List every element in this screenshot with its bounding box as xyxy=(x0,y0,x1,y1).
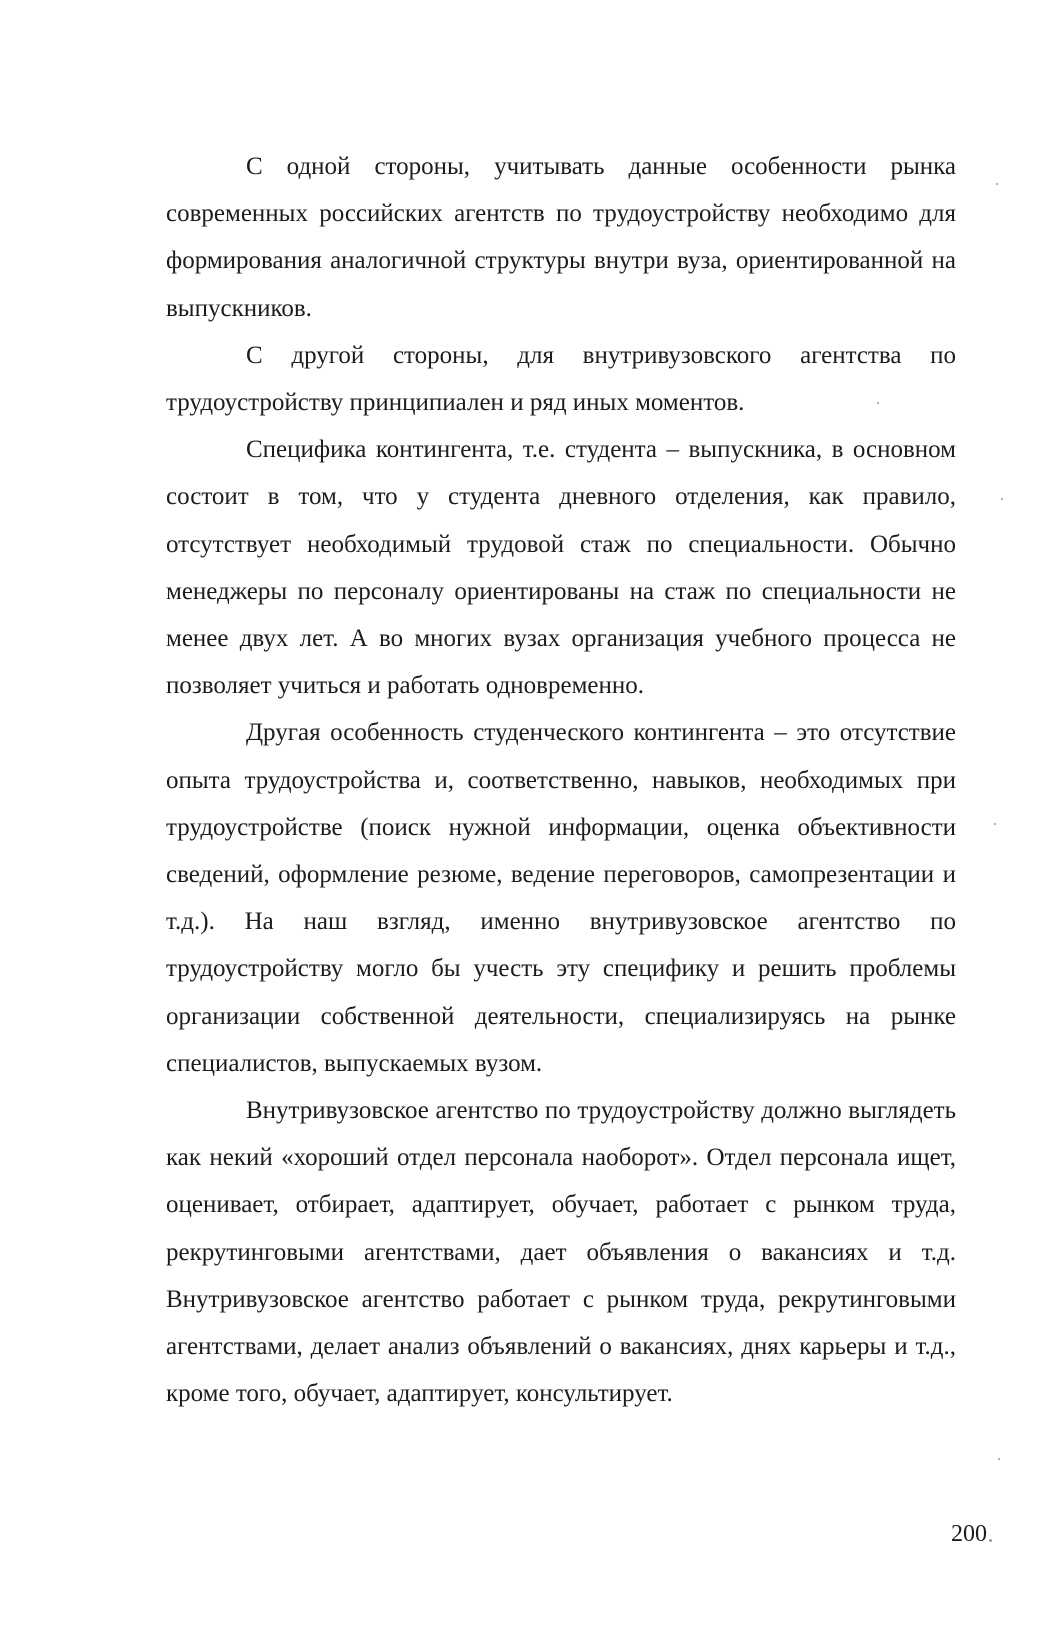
scan-speck xyxy=(998,1458,1000,1460)
scan-speck xyxy=(996,183,998,185)
paragraph-1: С одной стороны, учитывать данные особенности рынка современных российских агентств по трудоустройству необходимо для формирования аналогичной структуры внутри вуза, ориентированной на выпускников. xyxy=(166,153,956,322)
paragraph-5: Внутривузовское агентство по трудоустройству должно выглядеть как некий «хороший отдел персонала наоборот». Отдел персонала ищет, оценивает, отбирает, адаптирует, обучает, работает с рынком труда, рекрутинговыми агентствами, дает объявления о вакансиях и т.д. Внутривузовское агентство работает с рынком труда, рекрутинговыми агентствами, делает анализ объявлений о вакансиях, днях карьеры и т.д., кроме того, обучает, адаптирует, консультирует. xyxy=(166,1097,956,1408)
scan-speck xyxy=(989,1539,992,1542)
scan-speck xyxy=(1001,498,1003,500)
paragraph-4: Другая особенность студенческого контингента – это отсутствие опыта трудоустройства и, соответственно, навыков, необходимых при трудоустройстве (поиск нужной информации, оценка объективности сведений, оформление резюме, ведение переговоров, самопрезентации и т.д.). На наш взгляд, именно внутривузовское агентство по трудоустройству могло бы учесть эту специфику и решить проблемы организации собственной деятельности, специализируясь на рынке специалистов, выпускаемых вузом. xyxy=(166,719,956,1077)
scan-speck xyxy=(994,823,996,825)
paragraph-3: Специфика контингента, т.е. студента – выпускника, в основном состоит в том, что у студента дневного отделения, как правило, отсутствует необходимый трудовой стаж по специальности. Обычно менеджеры по персоналу ориентированы на стаж по специальности не менее двух лет. А во многих вузах организация учебного процесса не позволяет учиться и работать одновременно. xyxy=(166,436,956,700)
paragraph-2: С другой стороны, для внутривузовского агентства по трудоустройству принципиален и ряд иных моментов. xyxy=(166,341,956,417)
scan-speck xyxy=(877,402,879,404)
body-text xyxy=(166,143,956,1417)
page-number: 200 xyxy=(951,1521,987,1547)
